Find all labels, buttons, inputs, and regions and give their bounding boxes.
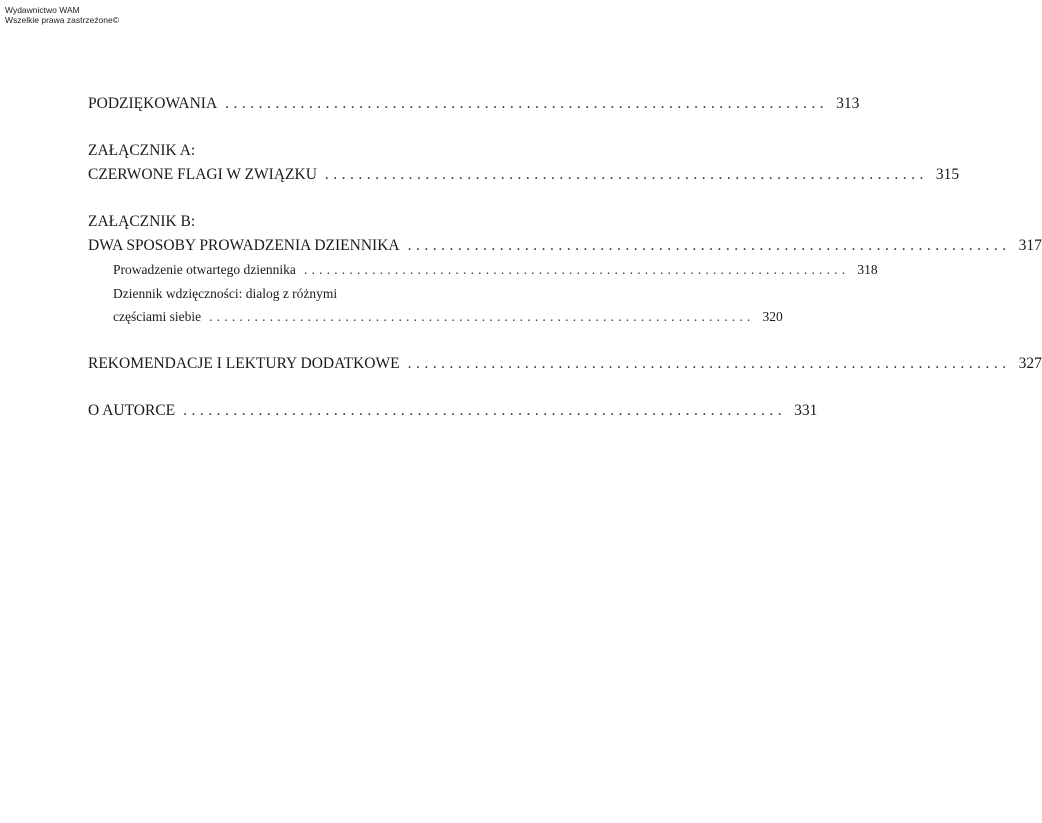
toc-entry-label: O AUTORCE: [88, 401, 176, 419]
dot-leader: ........................................................................: [407, 237, 1011, 254]
dot-leader: ........................................................................: [324, 166, 928, 183]
table-of-contents: [88, 92, 1042, 423]
toc-entry-label: Prowadzenie otwartego dziennika: [113, 262, 296, 277]
toc-entry-podziekowania[interactable]: [88, 92, 860, 116]
toc-entry-czerwone-flagi[interactable]: [88, 163, 960, 187]
dot-leader: ........................................................................: [183, 401, 787, 419]
publisher-header: [5, 5, 119, 25]
publisher-name: Wydawnictwo WAM: [5, 5, 80, 15]
toc-page-number: 318: [857, 262, 878, 277]
dot-leader: ........................................................................: [303, 262, 850, 277]
toc-entry-label: PODZIĘKOWANIA: [88, 95, 218, 112]
toc-page-number: 327: [1018, 354, 1042, 372]
toc-subentry-wdziecznosc[interactable]: [88, 305, 783, 329]
toc-page-number: 313: [836, 95, 860, 112]
copyright-notice: Wszelkie prawa zastrzeżone©: [5, 15, 119, 25]
dot-leader: ........................................................................: [407, 354, 1011, 372]
toc-entry-label: częściami siebie: [113, 309, 202, 324]
toc-heading-zalacznik-b: ZAŁĄCZNIK B:: [88, 213, 196, 230]
toc-page-number: 331: [794, 401, 818, 419]
toc-entry-label: REKOMENDACJE I LEKTURY DODATKOWE: [88, 354, 400, 372]
toc-entry-rekomendacje[interactable]: [88, 352, 1042, 376]
toc-entry-label: CZERWONE FLAGI W ZWIĄZKU: [88, 166, 317, 183]
toc-page-number: 317: [1018, 237, 1042, 254]
toc-page-number: 315: [935, 166, 960, 183]
toc-entry-dwa-sposoby[interactable]: [88, 234, 1042, 258]
toc-entry-o-autorce[interactable]: [88, 399, 818, 423]
toc-page-number: 320: [762, 309, 783, 324]
toc-subentry-wdziecznosc-line1: Dziennik wdzięczności: dialog z różnymi: [113, 285, 338, 301]
dot-leader: ........................................................................: [225, 95, 829, 112]
dot-leader: ........................................................................: [209, 309, 755, 324]
toc-entry-label: DWA SPOSOBY PROWADZENIA DZIENNIKA: [88, 237, 400, 254]
toc-heading-zalacznik-a: ZAŁĄCZNIK A:: [88, 142, 196, 159]
toc-subentry-otwarty-dziennik[interactable]: [88, 258, 878, 282]
